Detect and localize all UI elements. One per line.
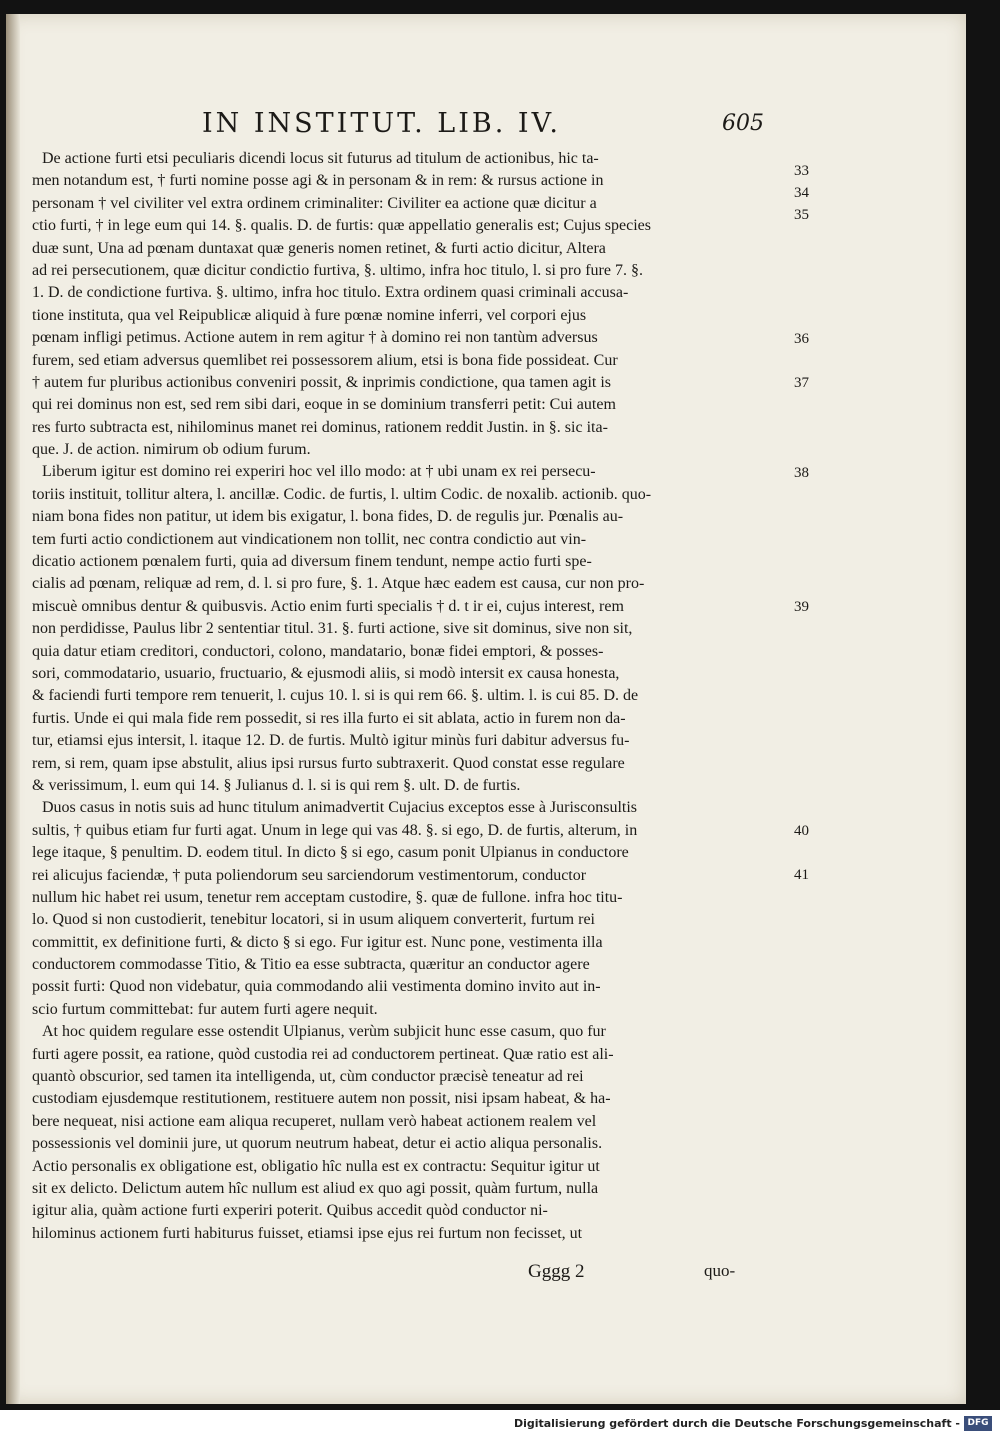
body-line: conductorem commodasse Titio, & Titio ea esse subtracta, quæritur an conductor agere xyxy=(32,956,590,974)
catchword: quo- xyxy=(704,1261,736,1280)
body-line: rem, si rem, quam ipse abstulit, alius ipsi rursus furto subtraxerit. Quod constat esse regulare xyxy=(32,754,625,772)
body-line: tur, etiamsi ejus intersit, l. itaque 12. D. de furtis. Multò igitur minùs furi dabitur adversus fu- xyxy=(32,732,630,750)
marginal-number: 35 xyxy=(794,207,809,223)
body-line: men notandum est, † furti nomine posse agi & in personam & in rem: & rursus actione in xyxy=(32,172,604,190)
body-line: Liberum igitur est domino rei experiri hoc vel illo modo: at † ubi unam ex rei persecu- xyxy=(42,463,596,481)
body-line: committit, ex definitione furti, & dicto § si ego. Fur igitur est. Nunc pone, vestimenta illa xyxy=(32,933,603,951)
body-line: custodiam ejusdemque restitutionem, restituere autem non possit, nisi ipsam habeat, & ha- xyxy=(32,1090,611,1108)
marginal-number: 40 xyxy=(794,823,809,839)
body-line: De actione furti etsi peculiaris dicendi locus sit futurus ad titulum de actionibus, hic ta- xyxy=(42,150,599,167)
body-line: possessionis vel dominii jure, ut quorum neutrum habeat, detur ei actio aliqua personalis. xyxy=(32,1135,603,1153)
body-line: ad rei persecutionem, quæ dicitur condictio furtiva, §. ultimo, infra hoc titulo, l. si pro fure 7. §. xyxy=(32,261,643,279)
body-line: quantò obscurior, sed tamen ita intelligenda, ut, cùm conductor præcisè teneatur ad rei xyxy=(32,1068,584,1086)
body-line: toriis instituit, tollitur altera, l. ancillæ. Codic. de furtis, l. ultim Codic. de noxalib. actionib. quo- xyxy=(32,485,652,503)
body-line: sultis, † quibus etiam fur furti agat. Unum in lege qui vas 48. §. si ego, D. de furtis, alterum, in xyxy=(32,821,638,839)
running-head xyxy=(6,104,966,144)
body-line: rei alicujus faciendæ, † puta poliendorum seu sarciendorum vestimentorum, conductor xyxy=(32,866,587,884)
marginal-number: 34 xyxy=(794,185,809,201)
body-line: tione instituta, qua vel Reipublicæ aliquid à fure pœnæ nomine inferri, vel corpori ejus xyxy=(32,306,587,324)
page-spine-shadow xyxy=(6,14,20,1404)
dfg-logo-icon: DFG xyxy=(964,1416,992,1431)
running-title: IN INSTITUT. LIB. IV. xyxy=(202,108,561,139)
body-line: cialis ad pœnam, reliquæ ad rem, d. l. si pro fure, §. 1. Atque hæc eadem est causa, cur non pro- xyxy=(32,575,645,593)
body-line: † autem fur pluribus actionibus conveniri possit, & inprimis condictione, qua tamen agit is xyxy=(32,373,612,391)
marginal-number: 41 xyxy=(794,867,809,883)
body-line: furtis. Unde ei qui mala fide rem possedit, si res illa furto ei sit ablata, actio in furem non da- xyxy=(32,709,626,727)
body-line: lege itaque, § penultim. D. eodem titul. In dicto § si ego, casum ponit Ulpianus in conductore xyxy=(32,844,629,862)
credit-bar xyxy=(0,1410,1000,1438)
body-line: pœnam infligi petimus. Actione autem in rem agitur † à domino rei non tantùm adversus xyxy=(32,329,598,347)
body-line: res furto subtracta est, nihilominus manet rei dominus, rationem reddit Justin. in §. sic ita- xyxy=(32,418,608,436)
body-line: & verissimum, l. eum qui 14. § Julianus d. l. si is qui rem §. ult. D. de furtis. xyxy=(32,776,521,794)
body-line: niam bona fides non patitur, ut idem bis exigatur, l. bona fides, D. de regulis jur. Pœnalis au- xyxy=(32,508,624,526)
body-line: dicatio actionem pœnalem furti, quia ad diversum finem tendunt, nempe actio furti spe- xyxy=(32,553,592,571)
body-line: furem, sed etiam adversus quemlibet rei possessorem alium, etsi is bona fide possideat. Cur xyxy=(32,351,618,369)
body-line: At hoc quidem regulare esse ostendit Ulpianus, verùm subjicit hunc esse casum, quo fur xyxy=(42,1023,606,1041)
body-line: que. J. de action. nimirum ob odium furum. xyxy=(32,441,311,459)
body-line: miscuè omnibus dentur & quibusvis. Actio enim furti specialis † d. t ir ei, cujus interest, rem xyxy=(32,597,624,615)
body-line: lo. Quod si non custodierit, tenebitur locatori, si in usum aliquem converterit, furtum rei xyxy=(32,911,595,929)
body-line: quia datur etiam creditori, conductori, colono, mandatario, bonæ fidei emptori, & posses- xyxy=(32,642,604,660)
book-page xyxy=(6,14,966,1404)
body-line: possit furti: Quod non videbatur, quia commodando alii vestimenta domino invito aut in- xyxy=(32,978,601,996)
marginal-number: 38 xyxy=(794,465,809,481)
body-line: qui rei dominus non est, sed rem sibi dari, eoque in se dominium transferri petit: Cui autem xyxy=(32,396,616,414)
body-line: Duos casus in notis suis ad hunc titulum animadvertit Cujacius exceptos esse à Jurisconsultis xyxy=(42,799,638,817)
marginal-number: 36 xyxy=(794,331,809,347)
marginal-number: 37 xyxy=(794,375,809,391)
body-line: sit ex delicto. Delictum autem hîc nullum est aliud ex quo agi possit, quàm furtum, nulla xyxy=(32,1179,599,1197)
body-line: igitur alia, quàm actione furti experiri poterit. Quibus accedit quòd conductor ni- xyxy=(32,1202,548,1220)
body-line: personam † vel civiliter vel extra ordinem criminaliter: Civiliter ea actione quæ dicitur a xyxy=(32,194,597,212)
body-line: & faciendi furti tempore rem tenuerit, l. cujus 10. l. si is qui rem 66. §. ultim. l. is cui 85. D. de xyxy=(32,687,639,705)
body-line: ctio furti, † in lege eum qui 14. §. qualis. D. de furtis: quæ appellatio generalis est; Cujus species xyxy=(32,217,651,235)
marginal-number: 33 xyxy=(794,163,809,179)
body-line: nullum hic habet rei usum, tenetur rem acceptam custodire, §. quæ de fullone. infra hoc titu- xyxy=(32,888,623,906)
body-line: bere nequeat, nisi actione eam aliqua recuperet, nullam verò habeat actionem realem vel xyxy=(32,1112,597,1130)
signature-mark: Gggg 2 xyxy=(528,1261,585,1282)
body-text xyxy=(32,148,782,1245)
body-line: non perdidisse, Paulus libr 2 sententiar titul. 31. §. furti actione, sive sit dominus, sive non sit, xyxy=(32,620,633,638)
page-number: 605 xyxy=(722,111,764,136)
body-line: 1. D. de condictione furtiva. §. ultimo, infra hoc titulo. Extra ordinem quasi criminali accusa- xyxy=(32,284,629,302)
body-line: sori, commodatario, usuario, fructuario, & ejusmodi aliis, si modò intersit ex causa honesta, xyxy=(32,664,620,682)
body-line: furti agere possit, ea ratione, quòd custodia rei ad conductorem pertineat. Quæ ratio est ali- xyxy=(32,1045,614,1063)
body-line: duæ sunt, Una ad pœnam duntaxat quæ generis nomen retinet, & furti actio dicitur, Altera xyxy=(32,239,606,257)
body-line: tem furti actio condictionem aut vindicationem non tollit, nec contra condictio aut vin- xyxy=(32,530,587,548)
marginal-number: 39 xyxy=(794,599,809,615)
credit-text: Digitalisierung gefördert durch die Deutsche Forschungsgemeinschaft - xyxy=(513,1417,960,1430)
body-line: Actio personalis ex obligatione est, obligatio hîc nulla est ex contractu: Sequitur igitur ut xyxy=(32,1157,600,1175)
body-line: hilominus actionem furti habiturus fuisset, etiamsi ipse ejus rei furtum non fecisset, ut xyxy=(32,1224,583,1242)
body-line: scio furtum committebat: fur autem furti agere nequit. xyxy=(32,1000,378,1018)
